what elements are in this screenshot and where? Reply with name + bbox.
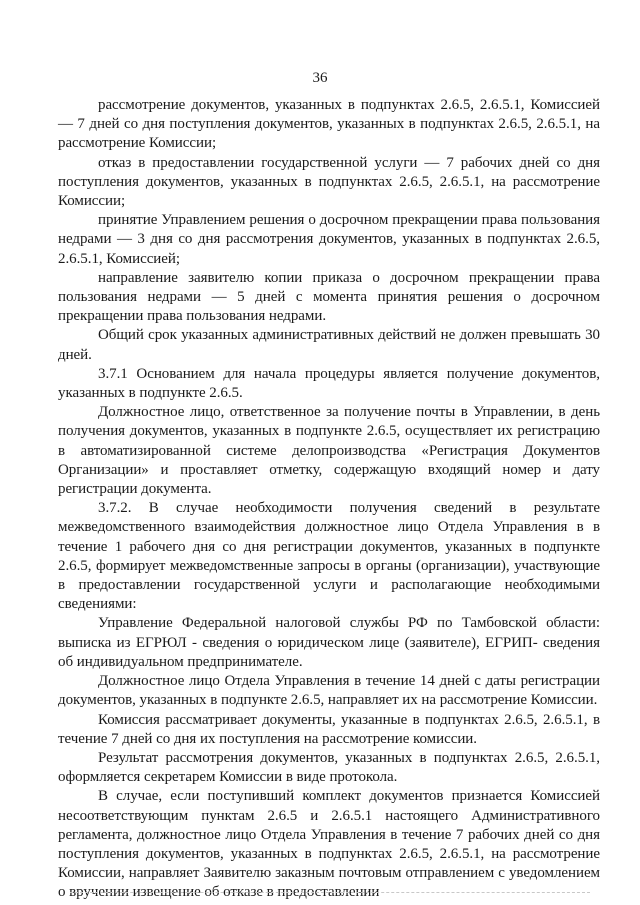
paragraph: Результат рассмотрения документов, указанных в подпунктах 2.6.5, 2.6.5.1, оформляется секретарем Комиссии в виде протокола. bbox=[58, 749, 600, 786]
paragraph: Управление Федеральной налоговой службы РФ по Тамбовской области: выписка из ЕГРЮЛ - сведения о юридическом лице (заявителе), ЕГРИП- сведения об индивидуальном предпринимателе. bbox=[58, 615, 600, 670]
paragraph: Общий срок указанных административных действий не должен превышать 30 дней. bbox=[58, 327, 600, 363]
paragraph: Должностное лицо Отдела Управления в течение 14 дней с даты регистрации документов, указанных в подпункте 2.6.5, направляет их на рассмотрение Комиссии. bbox=[58, 673, 600, 709]
paragraph: 3.7.2. В случае необходимости получения сведений в результате межведомственного взаимодействия должностное лицо Отдела Управления в в течение 1 рабочего дня со дня регистрации документов, указанных в подпункте 2.6.5, формирует межведомственные запросы в органы (организации), участвующие в предоставлении государственной услуги и располагающие необходимыми сведениями: bbox=[58, 500, 600, 613]
paragraph: рассмотрение документов, указанных в подпунктах 2.6.5, 2.6.5.1, Комиссией — 7 дней со дня поступления документов, указанных в подпунктах 2.6.5, 2.6.5.1, на рассмотрение Комиссии; bbox=[58, 97, 600, 152]
body-text bbox=[58, 96, 600, 903]
paragraph: В случае, если поступивший комплект документов признается Комиссией несоответствующим пунктам 2.6.5 и 2.6.5.1 настоящего Административного регламента, должностное лицо Отдела Управления в течение 7 рабочих дней со дня поступления документов, указанных в подпунктах 2.6.5, 2.6.5.1, на рассмотрение Комиссии, направляет Заявителю заказным почтовым отправлением с уведомлением о вручении извещение об отказе в предоставлении bbox=[58, 788, 600, 901]
paragraph: направление заявителю копии приказа о досрочном прекращении права пользования недрами — 5 дней с момента принятия решения о досрочном прекращении права пользования недрами. bbox=[58, 269, 600, 325]
page-number: 36 bbox=[312, 70, 328, 86]
scan-artifact-line bbox=[70, 892, 590, 893]
paragraph: Должностное лицо, ответственное за получение почты в Управлении, в день получения документов, указанных в подпункте 2.6.5, осуществляет их регистрацию в автоматизированной системе делопроизводства «Регистрация Документов Организации» и проставляет отметку, содержащую входящий номер и дату регистрации документа. bbox=[58, 404, 600, 498]
paragraph: 3.7.1 Основанием для начала процедуры является получение документов, указанных в подпункте 2.6.5. bbox=[58, 365, 600, 402]
paragraph: принятие Управлением решения о досрочном прекращении права пользования недрами — 3 дня со дня рассмотрения документов, указанных в подпунктах 2.6.5, 2.6.5.1, Комиссией; bbox=[58, 212, 600, 267]
paragraph: отказ в предоставлении государственной услуги — 7 рабочих дней со дня поступления документов, указанных в подпунктах 2.6.5, 2.6.5.1, на рассмотрение Комиссии; bbox=[58, 154, 600, 210]
paragraph: Комиссия рассматривает документы, указанные в подпунктах 2.6.5, 2.6.5.1, в течение 7 дней со дня их поступления на рассмотрение комиссии. bbox=[58, 711, 600, 747]
